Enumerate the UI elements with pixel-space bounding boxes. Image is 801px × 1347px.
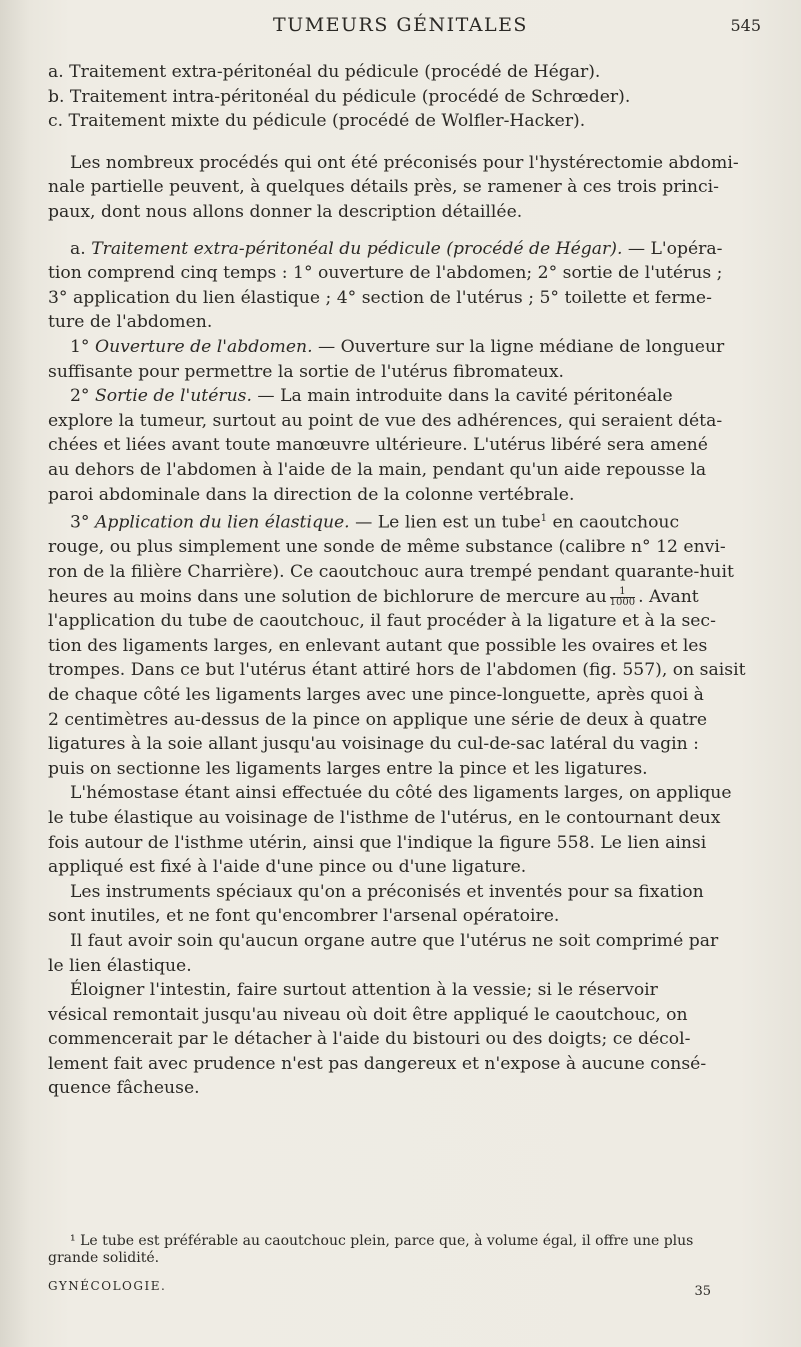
instruments-paragraph	[48, 880, 764, 929]
text-line: le tube élastique au voisinage de l'isthme de l'utérus, en le contournant deux	[48, 807, 721, 828]
page-body	[48, 60, 764, 1101]
step3-paragraph	[48, 507, 764, 781]
step3-title: Application du lien élastique.	[95, 512, 350, 533]
text-line: trompes. Dans ce but l'utérus étant attiré hors de l'abdomen (fig. 557), on saisit	[48, 660, 746, 681]
text-line: chées et liées avant toute manœuvre ultérieure. L'utérus libéré sera amené	[48, 435, 708, 456]
footer-label: GYNÉCOLOGIE.	[48, 1279, 167, 1293]
text-line: tion comprend cinq temps : 1° ouverture de l'abdomen; 2° sortie de l'utérus ;	[48, 263, 723, 284]
step2-heading-line: 2° Sortie de l'utérus. — La main introduite dans la cavité péritonéale	[70, 386, 673, 407]
signature-mark: 35	[694, 1284, 711, 1299]
text-line: Il faut avoir soin qu'aucun organe autre que l'utérus ne soit comprimé par	[70, 930, 719, 951]
text-line: paroi abdominale dans la direction de la colonne vertébrale.	[48, 484, 575, 505]
footnote-ref: 1	[540, 513, 548, 525]
text-line-with-fraction: heures au moins dans une solution de bichlorure de mercure au $\frac{1}{1000}$ . Avant	[48, 585, 699, 608]
footnote-line: ¹ Le tube est préférable au caoutchouc plein, parce que, à volume égal, il offre une plus	[70, 1233, 694, 1249]
section-a-title: Traitement extra-péritonéal du pédicule (procédé de Hégar).	[91, 238, 623, 259]
text-line: lement fait avec prudence n'est pas dangereux et n'expose à aucune consé-	[48, 1053, 707, 1074]
text-line: quence fâcheuse.	[48, 1078, 200, 1099]
footnote	[48, 1233, 764, 1267]
text-line: vésical remontait jusqu'au niveau où doit être appliqué le caoutchouc, on	[48, 1004, 688, 1025]
step1-paragraph	[48, 335, 764, 384]
running-title: TUMEURS GÉNITALES	[273, 14, 528, 36]
text-line: Les nombreux procédés qui ont été préconisés pour l'hystérectomie abdomi-	[70, 152, 739, 173]
step3-heading-line: 3° Application du lien élastique. — Le lien est un tube$^1$ en caoutchouc	[70, 512, 680, 533]
intestin-paragraph	[48, 978, 764, 1101]
text-line: L'hémostase étant ainsi effectuée du côté des ligaments larges, on applique	[70, 783, 732, 804]
text-line: appliqué est fixé à l'aide d'une pince ou d'une ligature.	[48, 857, 527, 878]
text-line: au dehors de l'abdomen à l'aide de la main, pendant qu'un aide repousse la	[48, 459, 707, 480]
text-line: Les instruments spéciaux qu'on a préconisés et inventés pour sa fixation	[70, 881, 704, 902]
list-item-a: a. Traitement extra-péritonéal du pédicule (procédé de Hégar).	[48, 62, 601, 82]
text-line: 2 centimètres au-dessus de la pince on applique une série de deux à quatre	[48, 709, 707, 730]
text-line: de chaque côté les ligaments larges avec une pince-longuette, après quoi à	[48, 684, 704, 705]
text-line: puis on sectionne les ligaments larges entre la pince et les ligatures.	[48, 758, 648, 779]
organe-paragraph	[48, 929, 764, 978]
step1-title: Ouverture de l'abdomen.	[95, 336, 313, 357]
list-item-c: c. Traitement mixte du pédicule (procédé de Wolfler-Hacker).	[48, 111, 586, 132]
text-line: explore la tumeur, surtout au point de vue des adhérences, qui seraient déta-	[48, 410, 723, 431]
step2-title: Sortie de l'utérus.	[95, 386, 252, 407]
text-line: l'application du tube de caoutchouc, il faut procéder à la ligature et à la sec-	[48, 611, 716, 632]
text-line: nale partielle peuvent, à quelques détails près, se ramener à ces trois princi-	[48, 177, 719, 198]
text-line: sont inutiles, et ne font qu'encombrer l'arsenal opératoire.	[48, 906, 560, 927]
list-item-b: b. Traitement intra-péritonéal du pédicule (procédé de Schrœder).	[48, 86, 631, 107]
hemostase-paragraph	[48, 781, 764, 879]
text-line: le lien élastique.	[48, 955, 192, 976]
footnote-line: grande solidité.	[48, 1250, 160, 1266]
text-line: 3° application du lien élastique ; 4° section de l'utérus ; 5° toilette et ferme-	[48, 287, 712, 308]
text-line: ron de la filière Charrière). Ce caoutchouc aura trempé pendant quarante-huit	[48, 562, 734, 583]
intro-paragraph	[48, 151, 764, 225]
text-line: fois autour de l'isthme utérin, ainsi que l'indique la figure 558. Le lien ainsi	[48, 832, 707, 853]
section-a-paragraph	[48, 237, 764, 335]
text-line: Éloigner l'intestin, faire surtout attention à la vessie; si le réservoir	[70, 980, 658, 1001]
text-line: paux, dont nous allons donner la description détaillée.	[48, 201, 523, 222]
step1-heading-line: 1° Ouverture de l'abdomen. — Ouverture sur la ligne médiane de longueur	[70, 336, 725, 357]
text-line: ligatures à la soie allant jusqu'au voisinage du cul-de-sac latéral du vagin :	[48, 734, 699, 755]
text-line: ture de l'abdomen.	[48, 312, 213, 333]
text-line: tion des ligaments larges, en enlevant autant que possible les ovaires et les	[48, 635, 708, 656]
text-line: rouge, ou plus simplement une sonde de même substance (calibre n° 12 envi-	[48, 537, 726, 558]
section-a-heading-line: a. Traitement extra-péritonéal du pédicule (procédé de Hégar). — L'opéra-	[70, 238, 723, 259]
text-line: commencerait par le détacher à l'aide du bistouri ou des doigts; ce décol-	[48, 1029, 691, 1050]
page-number: 545	[730, 16, 761, 35]
fraction: $\frac{1}{1000}$	[609, 585, 636, 608]
page-header	[0, 14, 801, 40]
step2-paragraph	[48, 384, 764, 507]
text-line: suffisante pour permettre la sortie de l'utérus fibromateux.	[48, 361, 564, 382]
